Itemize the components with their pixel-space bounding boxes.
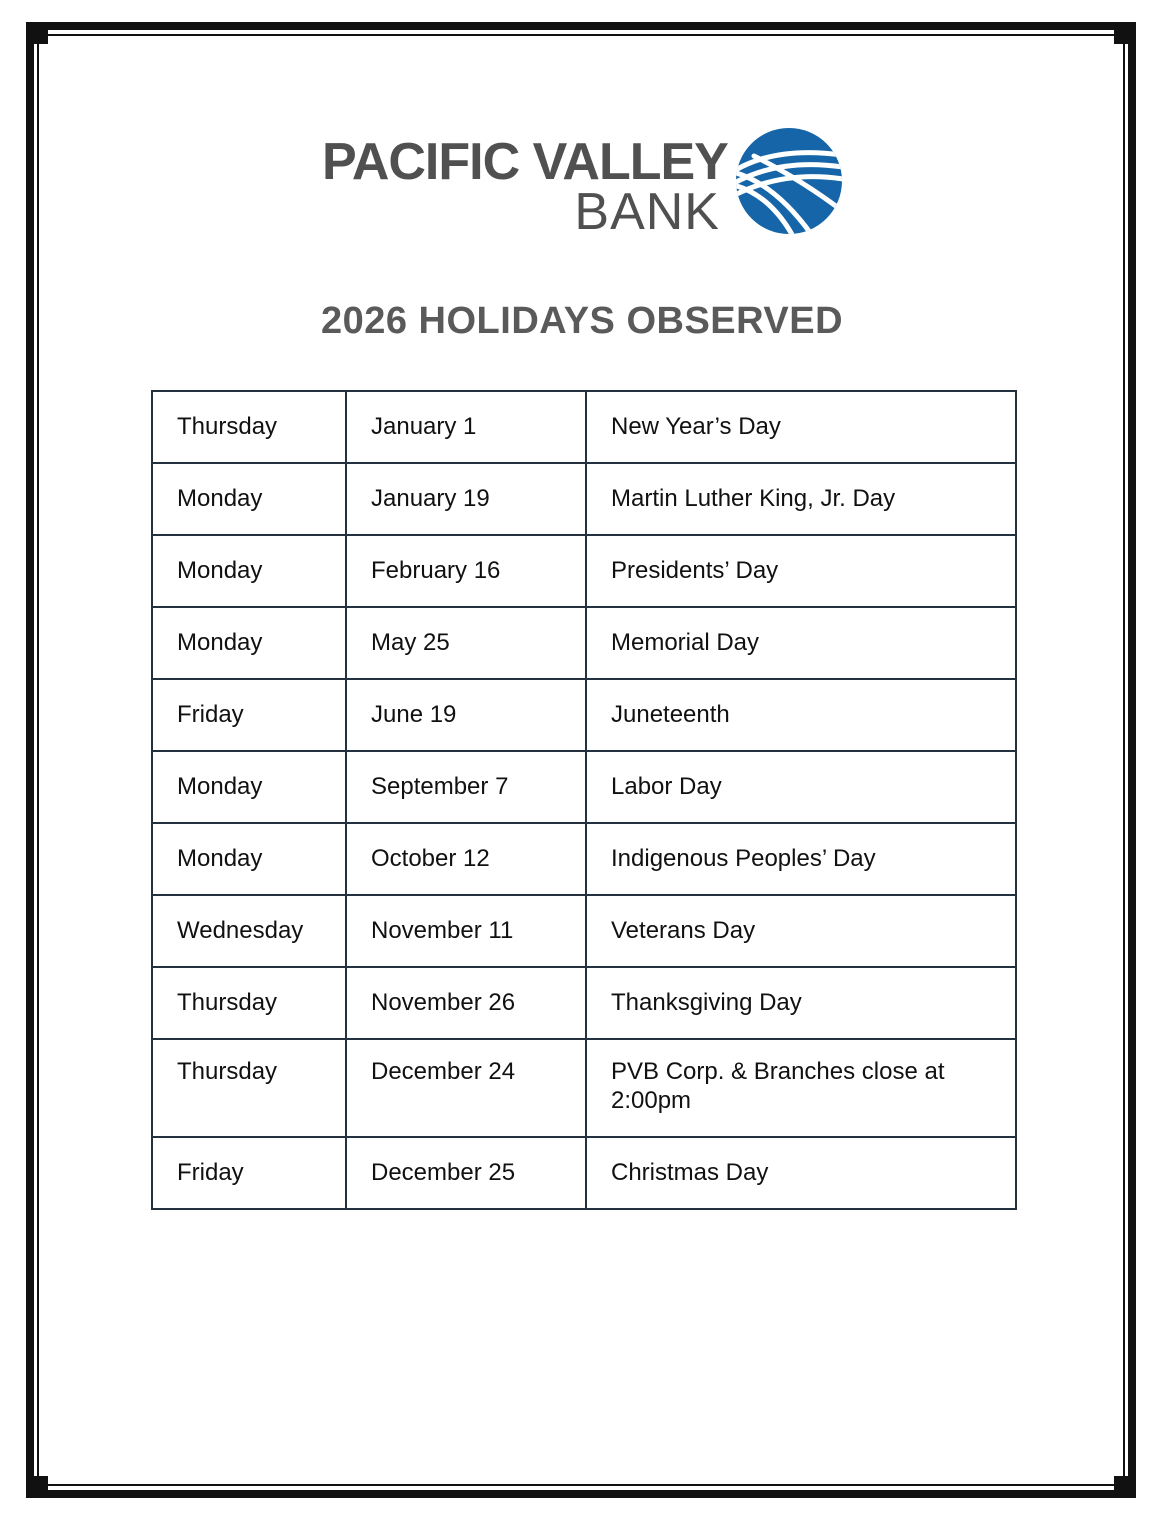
logo-text-line2: BANK	[574, 183, 720, 241]
frame-corner-top-right	[1114, 22, 1136, 44]
holiday-name-cell: Memorial Day	[586, 607, 1016, 679]
holiday-row	[152, 967, 1016, 1039]
frame-corner-bottom-left	[26, 1476, 48, 1498]
holiday-name-cell: Presidents’ Day	[586, 535, 1016, 607]
frame-corner-bottom-right	[1114, 1476, 1136, 1498]
holiday-name-cell: Juneteenth	[586, 679, 1016, 751]
holiday-day-cell: Thursday	[152, 967, 346, 1039]
holiday-name-cell: PVB Corp. & Branches close at 2:00pm	[586, 1039, 1016, 1137]
holiday-day-cell: Friday	[152, 679, 346, 751]
holiday-date-cell: February 16	[346, 535, 586, 607]
holiday-row	[152, 823, 1016, 895]
pvb-hills-circle-icon	[734, 126, 844, 236]
page-title: 2026 HOLIDAYS OBSERVED	[320, 300, 844, 342]
logo-text-line1: PACIFIC VALLEY	[322, 133, 728, 191]
holiday-row	[152, 391, 1016, 463]
holiday-date-cell: December 24	[346, 1039, 586, 1137]
holiday-row	[152, 895, 1016, 967]
holiday-name-cell: New Year’s Day	[586, 391, 1016, 463]
holiday-day-cell: Monday	[152, 751, 346, 823]
holiday-row	[152, 1039, 1016, 1137]
holiday-name-cell: Christmas Day	[586, 1137, 1016, 1209]
holiday-date-cell: September 7	[346, 751, 586, 823]
holiday-day-cell: Friday	[152, 1137, 346, 1209]
holiday-day-cell: Monday	[152, 607, 346, 679]
holiday-date-cell: January 19	[346, 463, 586, 535]
holiday-row	[152, 679, 1016, 751]
holiday-date-cell: December 25	[346, 1137, 586, 1209]
holiday-day-cell: Monday	[152, 823, 346, 895]
holiday-date-cell: November 26	[346, 967, 586, 1039]
holidays-table	[151, 390, 1017, 1210]
holiday-row	[152, 607, 1016, 679]
holiday-row	[152, 1137, 1016, 1209]
holiday-day-cell: Thursday	[152, 391, 346, 463]
holiday-day-cell: Monday	[152, 535, 346, 607]
holiday-name-cell: Labor Day	[586, 751, 1016, 823]
frame-corner-top-left	[26, 22, 48, 44]
holiday-date-cell: October 12	[346, 823, 586, 895]
holiday-name-cell: Martin Luther King, Jr. Day	[586, 463, 1016, 535]
holiday-date-cell: November 11	[346, 895, 586, 967]
holiday-date-cell: January 1	[346, 391, 586, 463]
holiday-name-cell: Veterans Day	[586, 895, 1016, 967]
holiday-row	[152, 463, 1016, 535]
holiday-day-cell: Wednesday	[152, 895, 346, 967]
holiday-name-cell: Indigenous Peoples’ Day	[586, 823, 1016, 895]
holiday-day-cell: Monday	[152, 463, 346, 535]
holiday-row	[152, 535, 1016, 607]
holiday-name-cell: Thanksgiving Day	[586, 967, 1016, 1039]
holiday-date-cell: May 25	[346, 607, 586, 679]
holiday-date-cell: June 19	[346, 679, 586, 751]
holiday-row	[152, 751, 1016, 823]
bank-logo	[322, 124, 852, 240]
holiday-day-cell: Thursday	[152, 1039, 346, 1137]
